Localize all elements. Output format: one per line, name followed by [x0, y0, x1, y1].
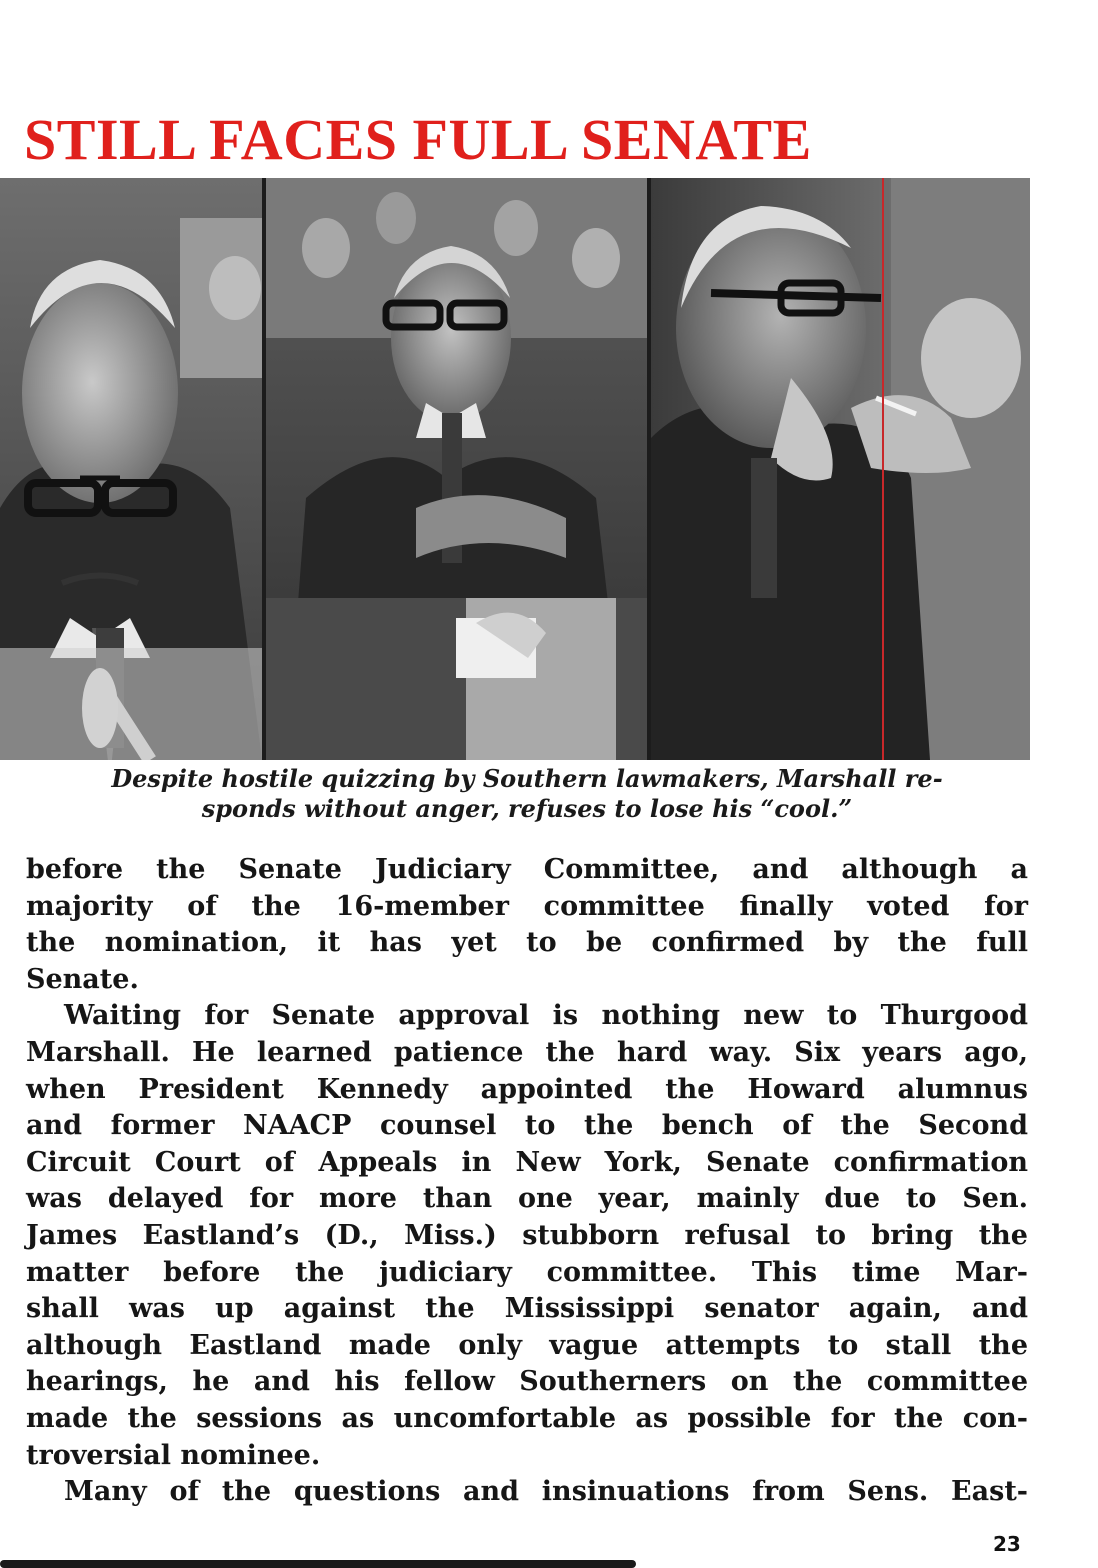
article-line: and former NAACP counsel to the bench of the Second: [26, 1110, 1028, 1142]
scroll-indicator[interactable]: [0, 1560, 636, 1568]
page-number: 23: [993, 1532, 1021, 1556]
article-line: before the Senate Judiciary Committee, and although a: [26, 854, 1028, 885]
photo-caption: [22, 764, 1032, 824]
caption-line: Despite hostile quizzing by Southern lawmakers, Marshall re-: [111, 764, 943, 793]
article-line: shall was up against the Mississippi senator again, and: [26, 1293, 1028, 1325]
article-line: Waiting for Senate approval is nothing new to Thurgood: [64, 1000, 1028, 1032]
caption-line: sponds without anger, refuses to lose his “cool.”: [201, 794, 853, 823]
article-line: although Eastland made only vague attempts to stall the: [26, 1329, 1028, 1361]
headline: STILL FACES FULL SENATE: [24, 107, 812, 172]
article-line: was delayed for more than one year, mainly due to Sen.: [26, 1183, 1028, 1215]
article-line: hearings, he and his fellow Southerners on the committee: [26, 1366, 1028, 1398]
article-line: James Eastland’s (D., Miss.) stubborn refusal to bring the: [26, 1219, 1028, 1251]
article-body: [26, 852, 1028, 1511]
portrait-photo-icon: [651, 178, 1030, 760]
article-line: when President Kennedy appointed the Howard alumnus: [26, 1073, 1028, 1105]
portrait-photo-icon: [0, 178, 262, 760]
photo-marshall-seated: [266, 178, 647, 760]
article-line: matter before the judiciary committee. This time Mar-: [26, 1256, 1028, 1288]
article-line: Senate.: [26, 963, 139, 995]
portrait-photo-icon: [266, 178, 647, 760]
article-line: Circuit Court of Appeals in New York, Senate confirmation: [26, 1146, 1028, 1178]
photo-senator-profile: [651, 178, 1030, 760]
article-line: the nomination, it has yet to be confirmed by the full: [26, 927, 1028, 959]
article-line: Marshall. He learned patience the hard way. Six years ago,: [26, 1036, 1028, 1068]
photo-strip: [0, 178, 1030, 760]
photo-marshall-closeup: [0, 178, 262, 760]
article-line: majority of the 16-member committee finally voted for: [26, 890, 1028, 922]
article-line: troversial nominee.: [26, 1439, 321, 1471]
article-line: Many of the questions and insinuations from Sens. East-: [64, 1476, 1028, 1508]
article-line: made the sessions as uncomfortable as possible for the con-: [26, 1402, 1028, 1434]
